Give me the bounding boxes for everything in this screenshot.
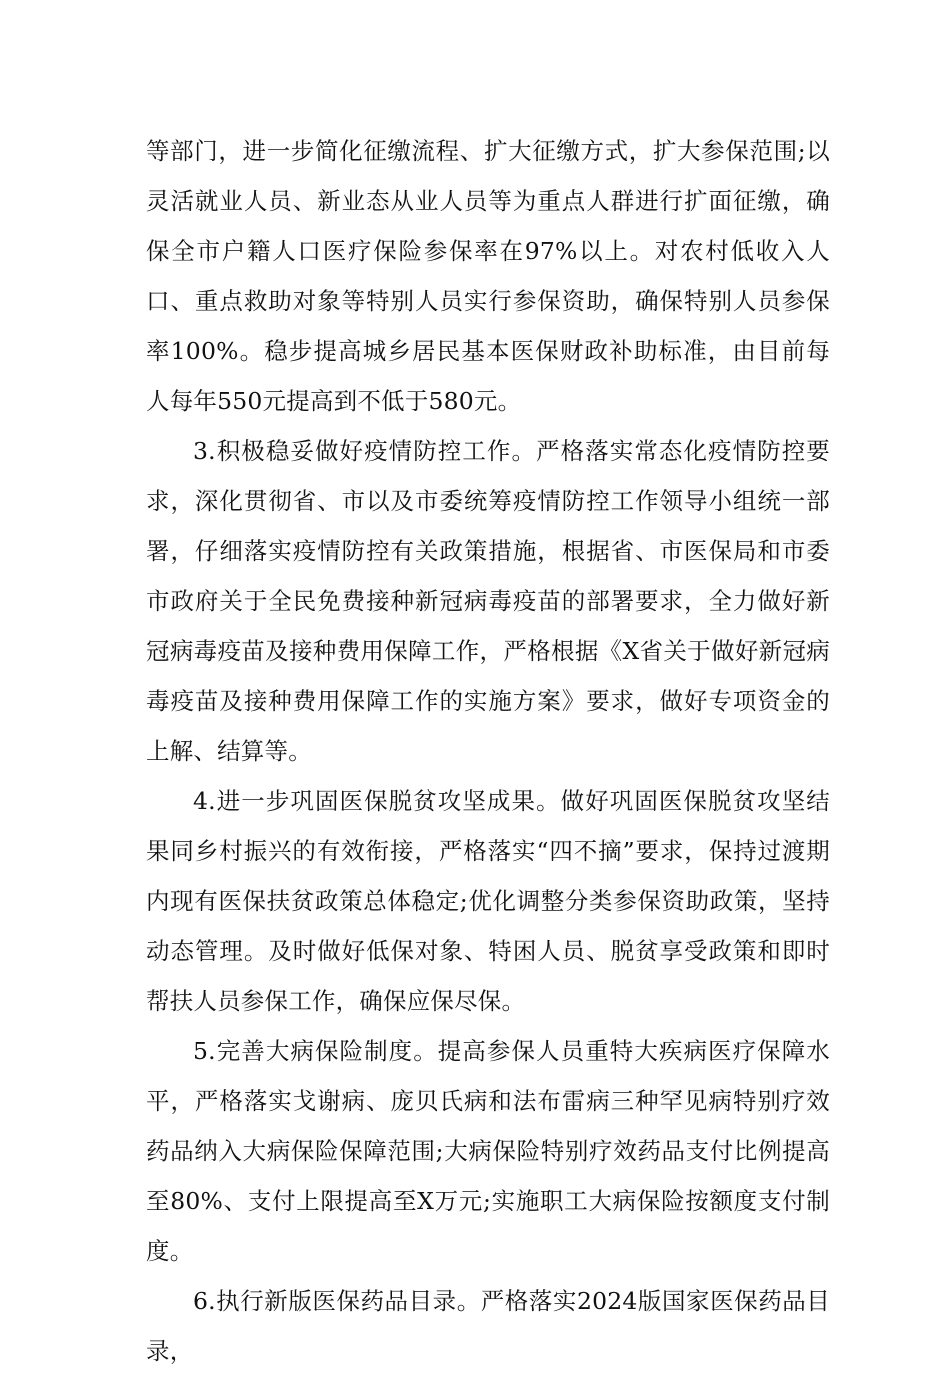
paragraph-critical-illness-insurance: 5.完善大病保险制度。提高参保人员重特大疾病医疗保障水平，严格落实戈谢病、庞贝氏病和法布雷病三种罕见病特别疗效药品纳入大病保险保障范围;大病保险特别疗效药品支付比例提高至80%、支付上限提高至X万元;实施职工大病保险按额度支付制度。 — [146, 1037, 830, 1265]
paragraph-epidemic-prevention: 3.积极稳妥做好疫情防控工作。严格落实常态化疫情防控要求，深化贯彻省、市以及市委统筹疫情防控工作领导小组统一部署，仔细落实疫情防控有关政策措施，根据省、市医保局和市委市政府关于全民免费接种新冠病毒疫苗的部署要求，全力做好新冠病毒疫苗及接种费用保障工作，严格根据《X省关于做好新冠病毒疫苗及接种费用保障工作的实施方案》要求，做好专项资金的上解、结算等。 — [146, 437, 830, 765]
paragraph-drug-catalog: 6.执行新版医保药品目录。严格落实2024版国家医保药品目录， — [146, 1287, 830, 1365]
document-page — [146, 126, 830, 1376]
paragraph-continuation: 等部门，进一步简化征缴流程、扩大征缴方式，扩大参保范围;以灵活就业人员、新业态从业人员等为重点人群进行扩面征缴，确保全市户籍人口医疗保险参保率在97%以上。对农村低收入人口、重点救助对象等特别人员实行参保资助，确保特别人员参保率100%。稳步提高城乡居民基本医保财政补助标准，由目前每人每年550元提高到不低于580元。 — [146, 137, 830, 415]
paragraph-poverty-alleviation: 4.进一步巩固医保脱贫攻坚成果。做好巩固医保脱贫攻坚结果同乡村振兴的有效衔接，严格落实“四不摘”要求，保持过渡期内现有医保扶贫政策总体稳定;优化调整分类参保资助政策，坚持动态管理。及时做好低保对象、特困人员、脱贫享受政策和即时帮扶人员参保工作，确保应保尽保。 — [146, 787, 830, 1015]
